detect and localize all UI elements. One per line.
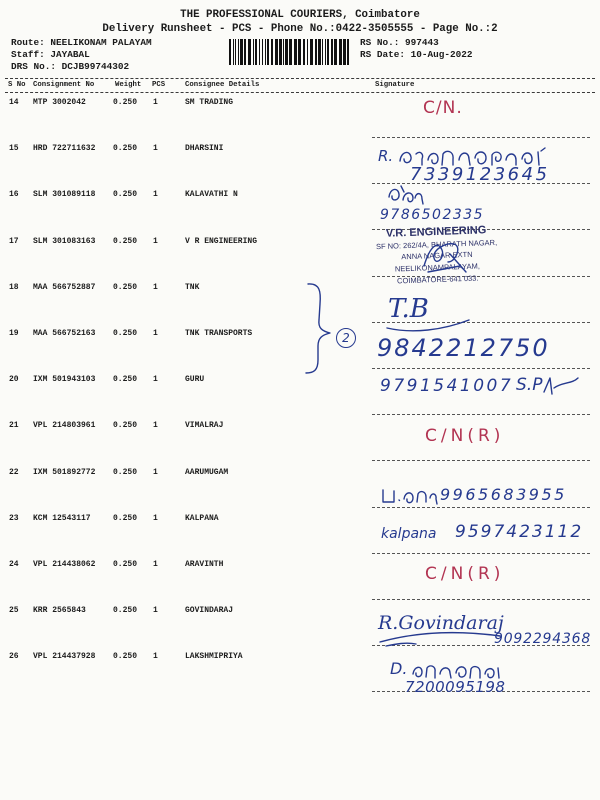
barcode-bar [235,39,236,65]
cell-weight: 0.250 [113,560,138,569]
cell-weight: 0.250 [113,652,138,662]
cell-sno: 25 [9,606,19,616]
signature-scribble [380,485,440,507]
barcode-bar [253,39,254,65]
column-header-signature: Signature [375,81,415,89]
cell-weight: 0.250 [113,467,138,477]
table-row [0,652,600,664]
cell-weight: 0.250 [113,421,138,431]
barcode-bar [307,39,308,65]
cell-consignee: GURU [185,375,205,385]
cell-consignment: HRD 722711632 [33,144,96,154]
cell-weight: 0.250 [113,236,138,246]
barcode-bar [248,39,251,65]
row-divider [372,460,590,461]
drs-label: DRS No.: [11,61,57,72]
barcode-bar [259,39,260,65]
cell-pcs: 1 [153,144,158,154]
receiver-phone: 9597423112 [455,522,584,542]
cell-pcs: 1 [153,98,158,107]
rs-date-line [360,49,473,60]
cell-consignee: KALPANA [185,513,219,523]
cell-consignment: SLM 301089118 [33,190,96,200]
barcode-bar [334,39,337,65]
company-name: THE PROFESSIONAL COURIERS, Coimbatore [180,9,420,21]
table-row [0,468,600,480]
cell-weight: 0.250 [113,144,138,154]
receiver-phone: 9786502335 [380,207,485,223]
signature-initial: D. [390,659,408,678]
cell-consignee: SM TRADING [185,98,234,107]
cell-consignee: LAKSHMIPRIYA [185,652,243,662]
cell-sno: 18 [9,282,19,292]
cell-pcs: 1 [153,421,158,431]
cell-sno: 14 [9,98,19,107]
barcode-bar [279,39,282,65]
cell-consignment: VPL 214803961 [33,421,96,431]
cell-sno: 23 [9,513,19,523]
row-divider [372,137,590,138]
cell-sno: 17 [9,236,19,246]
stamp-line: NEELIKONAMPALAYAM, [394,261,481,274]
cell-consignee: DHARSINI [185,144,224,154]
rs-date-value: 10-Aug-2022 [410,49,473,60]
barcode-bar [267,39,269,65]
column-header-sno: S No [8,81,26,89]
cell-sno: 15 [9,144,19,154]
signature-flourish [383,290,473,334]
row-divider [372,553,590,554]
signature-initial: R. [378,147,394,165]
rs-no-line [360,37,439,48]
barcode-bar [271,39,273,65]
signature-flourish [542,374,582,398]
staff-value: JAYABAL [50,49,90,60]
stamp-line: ANNA NAGAR EXTN [401,249,473,262]
receiver-phone: 9092294368 [494,631,592,647]
cell-sno: 26 [9,652,19,662]
table-row [0,421,600,433]
stamp-line: SF NO: 262/4A, BHARATH NAGAR, [375,237,498,252]
receiver-phone: 9791541007 [380,376,514,396]
barcode-bar [285,39,288,65]
cell-consignment: VPL 214438062 [33,560,96,569]
barcode-bar [343,39,346,65]
barcode-bar [322,39,323,65]
cell-consignee: TNK [185,282,200,292]
receiver-signature: kalpana [381,526,437,542]
table-row [0,283,600,295]
cell-pcs: 1 [153,236,158,246]
cell-consignee: ARAVINTH [185,560,224,569]
cell-consignee: TNK TRANSPORTS [185,329,253,338]
cell-weight: 0.250 [113,190,138,200]
column-header-consignee: Consignee Details [185,81,260,89]
cell-weight: 0.250 [113,513,138,523]
cell-weight: 0.250 [113,282,138,292]
barcode-bar [325,39,326,65]
cell-pcs: 1 [153,329,158,338]
receiver-phone: 7339123645 [410,164,550,185]
drs-value: DCJB99744302 [61,61,130,72]
barcode-bar [283,39,284,65]
cell-pcs: 1 [153,560,158,569]
cell-consignment: KRR 2565843 [33,606,86,616]
column-header-pcs: PCS [152,81,166,89]
cell-weight: 0.250 [113,98,138,107]
barcode-bar [294,39,297,65]
cell-sno: 24 [9,560,19,569]
header-divider-top [5,78,595,79]
barcode-bar [265,39,266,65]
row-divider [372,599,590,600]
barcode-bar [289,39,292,65]
cell-pcs: 1 [153,652,158,662]
receiver-phone: 7200095198 [405,678,506,696]
cn-note: C/N(R) [425,564,505,584]
cell-consignment: IXM 501892772 [33,467,96,477]
cell-consignment: MAA 566752887 [33,282,96,292]
barcode-bar [310,39,313,65]
cell-weight: 0.250 [113,329,138,338]
barcode-bar [275,39,278,65]
receiver-signature: R.Govindaraj [378,612,504,634]
barcode-bar [315,39,317,65]
cell-consignment: IXM 501943103 [33,375,96,385]
table-row [0,98,600,110]
row-divider [372,368,590,369]
rs-no-label: RS No.: [360,37,400,48]
route-value: NEELIKONAM PALAYAM [50,37,152,48]
cell-consignment: MTP 3002042 [33,98,86,107]
cell-consignment: MAA 566752163 [33,329,96,338]
cell-consignee: VIMALRAJ [185,421,224,431]
cell-pcs: 1 [153,513,158,523]
cell-pcs: 1 [153,282,158,292]
cell-pcs: 1 [153,606,158,616]
cell-pcs: 1 [153,190,158,200]
barcode-bar [318,39,321,65]
cell-pcs: 1 [153,375,158,385]
cell-consignee: AARUMUGAM [185,467,229,477]
stamp-line: V.R. ENGINEERING [385,224,487,240]
cell-weight: 0.250 [113,606,138,616]
signature-scribble [420,236,470,276]
parcel-count-note: 2 [336,328,356,348]
route-line [11,37,152,48]
barcode-bar [238,39,239,65]
table-row [0,237,600,249]
barcode-bar [233,39,234,65]
barcode [228,39,352,65]
signature-flourish [376,628,506,648]
rs-no-value: 997443 [405,37,439,48]
cell-consignment: VPL 214437928 [33,652,96,662]
barcode-bar [298,39,301,65]
cn-note: C/N. [423,98,463,118]
cell-consignee: GOVINDARAJ [185,606,234,616]
barcode-bar [339,39,342,65]
barcode-bar [303,39,305,65]
cell-sno: 21 [9,421,19,431]
barcode-bar [255,39,257,65]
cell-consignment: SLM 301083163 [33,236,96,246]
receiver-phone: 9842212750 [377,334,550,362]
receiver-signature: S.P [516,375,543,395]
cell-sno: 22 [9,467,19,477]
cell-consignee: KALAVATHI N [185,190,238,200]
cell-sno: 16 [9,190,19,200]
cell-weight: 0.250 [113,375,138,385]
curly-brace-mark [302,280,344,376]
staff-line [11,49,90,60]
rs-date-label: RS Date: [360,49,406,60]
cn-note: C/N(R) [425,426,505,446]
receiver-signature: T.B [388,294,429,324]
route-label: Route: [11,37,45,48]
stamp-line: COIMBATORE-641 033. [396,273,479,286]
staff-label: Staff: [11,49,45,60]
barcode-bar [331,39,333,65]
barcode-bar [262,39,263,65]
runsheet-title: Delivery Runsheet - PCS - Phone No.:0422-3505555 - Page No.:2 [102,23,498,35]
signature-scribble [386,183,426,207]
column-header-consignment: Consignment No [33,81,95,89]
cell-sno: 20 [9,375,19,385]
drs-line [11,61,129,72]
cell-sno: 19 [9,329,19,338]
cell-pcs: 1 [153,467,158,477]
column-header-weight: Weight [115,81,142,89]
table-row [0,190,600,202]
cell-consignment: KCM 12543117 [33,513,91,523]
header-divider-bottom [5,92,595,93]
table-row [0,560,600,572]
table-row [0,606,600,618]
barcode-bar [347,39,349,65]
barcode-bar [244,39,246,65]
barcode-bar [240,39,243,65]
receiver-phone: 9965683955 [440,485,567,504]
cell-consignee: V R ENGINEERING [185,236,258,246]
row-divider [372,414,590,415]
barcode-bar [229,39,231,65]
barcode-bar [327,39,329,65]
